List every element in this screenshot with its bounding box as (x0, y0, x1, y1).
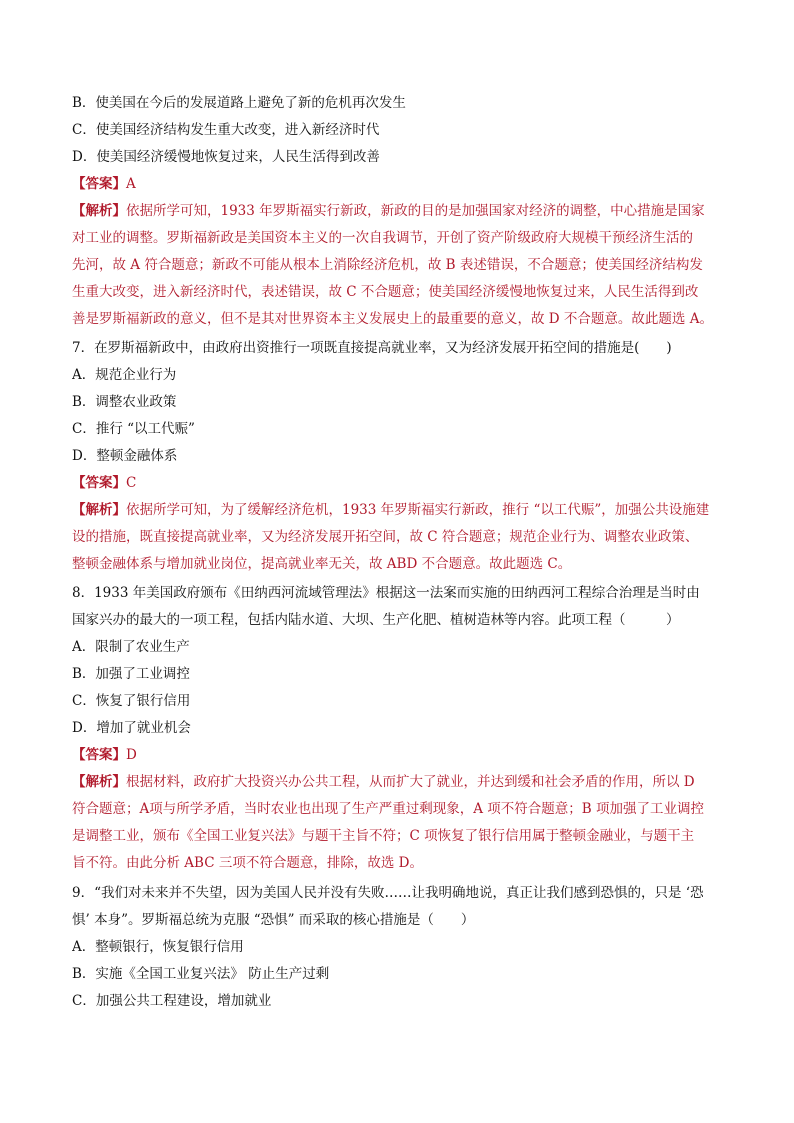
question-6-tail (72, 90, 732, 333)
analysis-line (72, 497, 732, 524)
analysis-text: 先河，故 A 符合题意；新政不可能从根本上消除经济危机，故 B 表述错误，不合题意；使美国经济结构发 (72, 257, 703, 273)
analysis-tag: 【解析】 (72, 203, 126, 219)
question-stem: 国家兴办的最大的一项工程，包括内陆水道、大坝、生产化肥、植树造林等内容。此项工程（ ） (72, 612, 680, 628)
option-d: D．增加了就业机会 (72, 720, 191, 736)
option-c: C．推行 “以工代赈” (72, 421, 195, 437)
option-c: C．加强公共工程建设，增加就业 (72, 993, 272, 1009)
answer-value: A (126, 176, 136, 192)
option-a: A．限制了农业生产 (72, 639, 190, 655)
analysis-text: 依据所学可知，1933 年罗斯福实行新政，新政的目的是加强国家对经济的调整，中心措施是国家 (126, 203, 705, 219)
answer-tag: 【答案】 (72, 747, 126, 763)
analysis-text: 生重大改变，进入新经济时代，表述错误，故 C 不合题意；使美国经济缓慢地恢复过来，人民生活得到改 (72, 284, 699, 300)
answer-value: C (126, 475, 137, 491)
option-a: A．整顿银行，恢复银行信用 (72, 939, 244, 955)
analysis-text: 符合题意；A项与所学矛盾，当时农业也出现了生产严重过剩现象，A 项不符合题意；B 项加强了工业调控 (72, 801, 705, 817)
analysis-line (72, 198, 732, 225)
question-8 (72, 580, 732, 877)
option-d: D．使美国经济缓慢地恢复过来，人民生活得到改善 (72, 149, 380, 165)
answer-line (72, 742, 732, 769)
analysis-text: 整顿金融体系与增加就业岗位，提高就业率无关，故 ABD 不合题意。故此题选 C。 (72, 556, 572, 572)
question-stem: 9．“我们对未来并不失望，因为美国人民并没有失败……让我明确地说，真正让我们感到恐惧的，只是 ‘恐 (72, 885, 704, 901)
option-c: C．使美国经济结构发生重大改变，进入新经济时代 (72, 122, 380, 138)
answer-line (72, 470, 732, 497)
analysis-text: 是调整工业，颁布《全国工业复兴法》与题干主旨不符；C 项恢复了银行信用属于整顿金融业，与题干主 (72, 828, 695, 844)
answer-line (72, 171, 732, 198)
analysis-tag: 【解析】 (72, 774, 126, 790)
option-a: A．规范企业行为 (72, 367, 177, 383)
analysis-tag: 【解析】 (72, 502, 126, 518)
question-stem: 8．1933 年美国政府颁布《田纳西河流域管理法》根据这一法案而实施的田纳西河工程综合治理是当时由 (72, 585, 700, 601)
analysis-text: 依据所学可知，为了缓解经济危机，1933 年罗斯福实行新政，推行 “以工代赈”，加强公共设施建 (126, 502, 710, 518)
analysis-text: 根据材料，政府扩大投资兴办公共工程，从而扩大了就业，并达到缓和社会矛盾的作用，所以 D (126, 774, 695, 790)
analysis-text: 旨不符。由此分析 ABC 三项不符合题意，排除，故选 D。 (72, 855, 423, 871)
option-b: B．加强了工业调控 (72, 666, 190, 682)
analysis-text: 对工业的调整。罗斯福新政是美国资本主义的一次自我调节，开创了资产阶级政府大规模干预经济生活的 (72, 230, 693, 246)
analysis-line (72, 769, 732, 796)
analysis-text: 设的措施，既直接提高就业率，又为经济发展开拓空间，故 C 符合题意；规范企业行为、调整农业政策、 (72, 529, 699, 545)
answer-value: D (126, 747, 137, 763)
analysis-text: 善是罗斯福新政的意义，但不是其对世界资本主义发展史上的最重要的意义，故 D 不合题意。故此题选 A。 (72, 311, 713, 327)
option-b: B．调整农业政策 (72, 394, 177, 410)
question-9 (72, 880, 732, 1015)
option-b: B．实施《全国工业复兴法》 防止生产过剩 (72, 966, 330, 982)
question-stem: 惧’ 本身”。罗斯福总统为克服 “恐惧” 而采取的核心措施是（ ） (72, 912, 475, 928)
question-stem: 7．在罗斯福新政中，由政府出资推行一项既直接提高就业率，又为经济发展开拓空间的措施是( ) (72, 340, 672, 356)
option-c: C．恢复了银行信用 (72, 693, 191, 709)
answer-tag: 【答案】 (72, 176, 126, 192)
option-d: D．整顿金融体系 (72, 448, 178, 464)
option-b: B．使美国在今后的发展道路上避免了新的危机再次发生 (72, 95, 406, 111)
question-7 (72, 335, 732, 578)
answer-tag: 【答案】 (72, 475, 126, 491)
